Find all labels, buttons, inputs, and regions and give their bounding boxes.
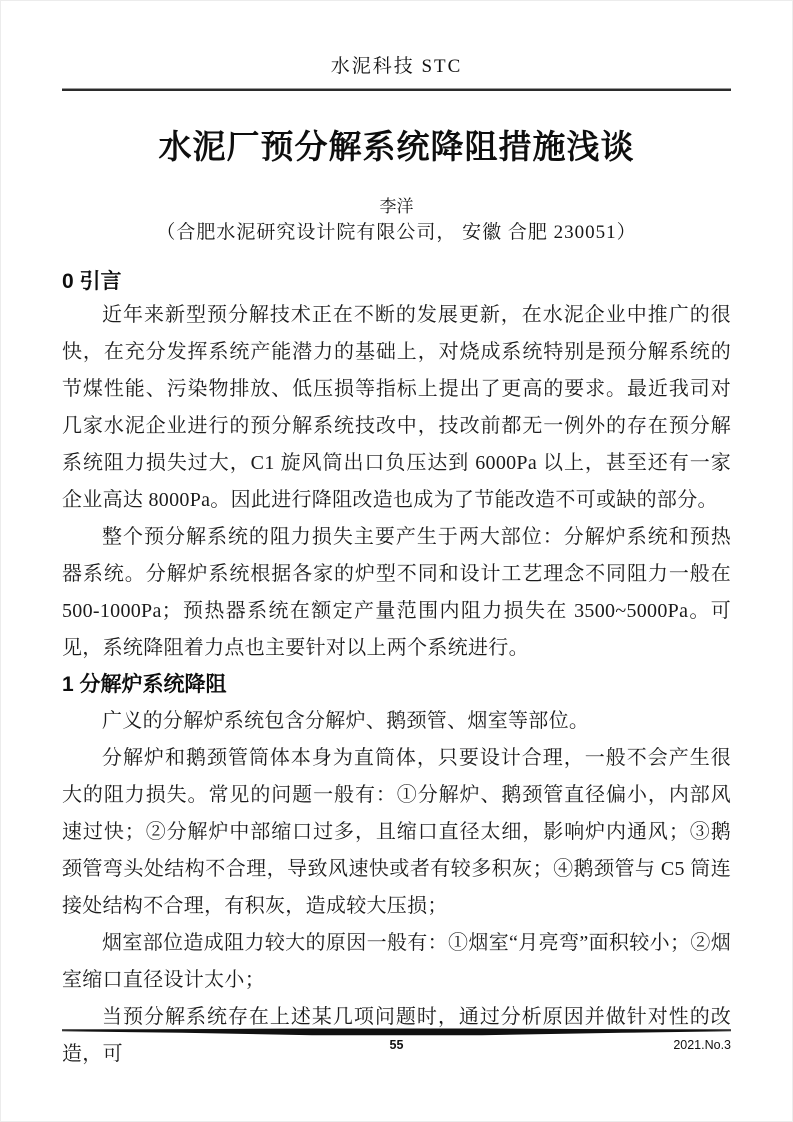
header-rule: [62, 88, 731, 91]
paragraph: 烟室部位造成阻力较大的原因一般有：①烟室“月亮弯”面积较小；②烟室缩口直径设计太小；: [62, 932, 731, 991]
paragraph: 广义的分解炉系统包含分解炉、鹅颈管、烟室等部位。: [102, 710, 590, 732]
section-heading-1: 1 分解炉系统降阻: [62, 673, 227, 696]
article-affiliation: （合肥水泥研究设计院有限公司， 安徽 合肥 230051）: [156, 222, 637, 243]
page-footer: [62, 1028, 731, 1056]
paragraph: 整个预分解系统的阻力损失主要产生于两大部位：分解炉系统和预热器系统。分解炉系统根据各家的炉型不同和设计工艺理念不同阻力一般在 500-1000Pa；预热器系统在额定产量范围内阻力损失在 3500~5000Pa。可见，系统降阻着力点也主要针对以上两个系统进行。: [62, 526, 731, 659]
paragraph: 分解炉和鹅颈管筒体本身为直筒体，只要设计合理，一般不会产生很大的阻力损失。常见的问题一般有：①分解炉、鹅颈管直径偏小，内部风速过快；②分解炉中部缩口过多，且缩口直径太细，影响炉内通风；③鹅颈管弯头处结构不合理，导致风速快或者有较多积灰；④鹅颈管与 C5 筒连接处结构不合理，有积灰，造成较大压损；: [62, 747, 731, 917]
footer-row: [62, 1038, 731, 1056]
footer-tapered-rule: [62, 1028, 731, 1037]
issue-label: 2021.No.3: [673, 1038, 731, 1052]
article-author: 李洋: [379, 197, 414, 216]
article-title: 水泥厂预分解系统降阻措施浅谈: [158, 128, 635, 165]
section-heading-0: 0 引言: [62, 270, 122, 293]
page-number: 55: [389, 1038, 404, 1052]
paragraph: 当预分解系统存在上述某几项问题时，通过分析原因并做针对性的改造，可: [62, 1006, 731, 1065]
journal-masthead: 水泥科技 STC: [330, 56, 463, 77]
paragraph: 近年来新型预分解技术正在不断的发展更新，在水泥企业中推广的很快，在充分发挥系统产能潜力的基础上，对烧成系统特别是预分解系统的节煤性能、污染物排放、低压损等指标上提出了更高的要求。最近我司对几家水泥企业进行的预分解系统技改中，技改前都无一例外的存在预分解系统阻力损失过大，C1 旋风筒出口负压达到 6000Pa 以上，甚至还有一家企业高达 8000Pa。因此进行降阻改造也成为了节能改造不可或缺的部分。: [62, 304, 731, 511]
